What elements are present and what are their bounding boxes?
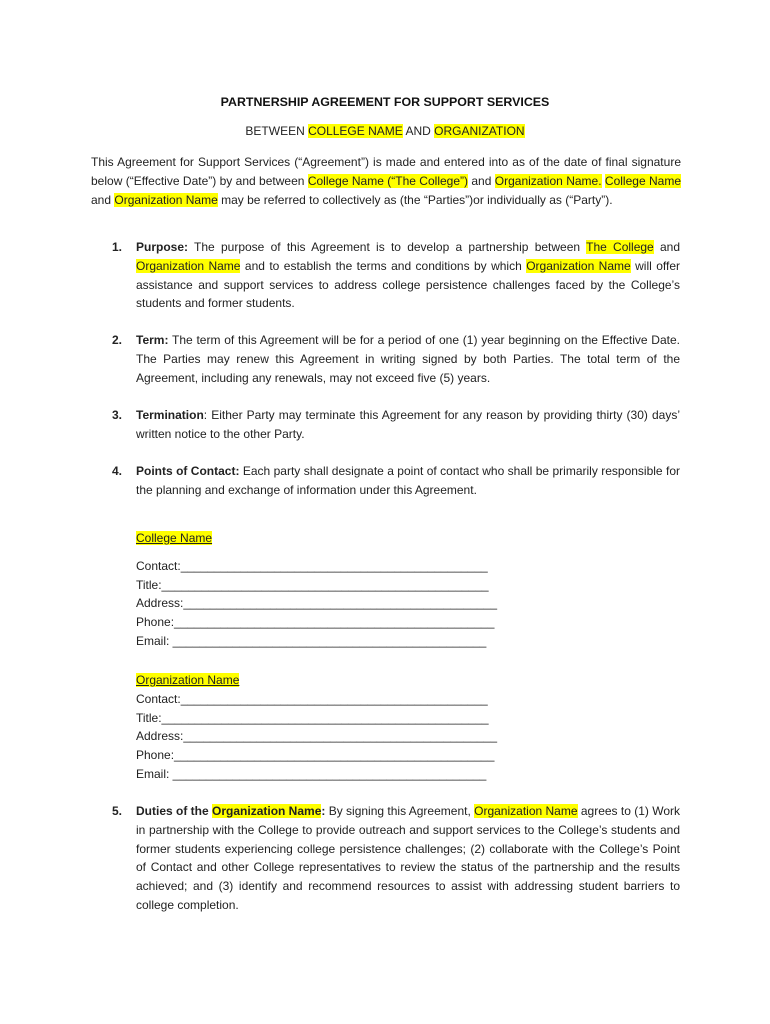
- college-placeholder: The College: [586, 240, 654, 254]
- section-label: Termination: [136, 408, 204, 422]
- section-number: 2.: [112, 333, 123, 347]
- subtitle-and: AND: [402, 124, 435, 138]
- section-label-colon: :: [321, 804, 326, 818]
- title-field[interactable]: Title:_________________________________________________: [136, 710, 489, 725]
- subtitle-prefix: BETWEEN: [245, 124, 309, 138]
- section-text: and to establish the terms and conditions by which: [240, 258, 527, 273]
- email-field[interactable]: Email: _______________________________________________: [136, 633, 487, 648]
- org-placeholder: Organization Name: [212, 804, 322, 818]
- intro-college-placeholder-2: College Name: [604, 173, 681, 188]
- section-number: 4.: [112, 464, 123, 478]
- section-duties: [112, 802, 680, 915]
- email-field[interactable]: Email: _______________________________________________: [136, 766, 487, 781]
- org-block-heading: Organization Name: [136, 673, 240, 687]
- section-number: 3.: [112, 408, 123, 422]
- section-points-of-contact: [112, 462, 680, 500]
- intro-text-4: and: [91, 192, 115, 207]
- contact-field[interactable]: Contact:______________________________________________: [136, 558, 488, 573]
- section-label: Purpose:: [136, 240, 189, 254]
- college-block-heading: College Name: [136, 531, 213, 545]
- subtitle-college-placeholder: COLLEGE NAME: [308, 124, 403, 138]
- phone-field[interactable]: Phone:________________________________________________: [136, 748, 495, 763]
- section-number: 5.: [112, 804, 123, 818]
- subtitle-org-placeholder: ORGANIZATION: [434, 124, 525, 138]
- intro-college-placeholder: College Name (“The College”): [307, 173, 468, 188]
- intro-text-2: and: [468, 173, 495, 188]
- org-placeholder: Organization Name: [136, 258, 241, 273]
- section-text: agrees to (1) Work in partnership with the College to provide outreach and support services to the College’s students and former students experiencing college persistence challenges; (2) collaborate with the College’s Point of Contact and other College representatives to review the status of the partnership and the results achieved; and (3) identify and recommend resources to assist with addressing student barriers to college completion.: [136, 804, 680, 912]
- intro-org-placeholder-2: Organization Name: [114, 192, 218, 207]
- section-label: Term:: [136, 333, 169, 347]
- section-text: Each party shall designate a point of contact who shall be primarily responsible for the planning and exchange of information under this Agreement.: [136, 464, 680, 497]
- intro-paragraph: [91, 153, 681, 209]
- address-field[interactable]: Address:_______________________________________________: [136, 729, 498, 744]
- intro-text-1: This Agreement for Support Services (“Agreement”) is made and entered into as of the date of final signature below (“Effective Date”) by and between: [91, 155, 681, 188]
- section-termination: [112, 406, 680, 444]
- college-contact-block: [136, 529, 496, 651]
- section-purpose: [112, 238, 681, 313]
- section-text: and: [653, 240, 681, 254]
- org-placeholder: Organization Name: [474, 804, 578, 818]
- phone-field[interactable]: Phone:________________________________________________: [136, 615, 495, 630]
- section-text: The term of this Agreement will be for a period of one (1) year beginning on the Effective Date. The Parties may renew this Agreement in writing signed by both Parties. The total term of the Agreement, including any renewals, may not exceed five (5) years.: [136, 333, 680, 385]
- document-subtitle: [0, 124, 770, 138]
- org-placeholder: Organization Name: [526, 258, 631, 273]
- document-title: PARTNERSHIP AGREEMENT FOR SUPPORT SERVICES: [220, 95, 550, 109]
- organization-contact-block: [136, 671, 496, 784]
- section-text: : Either Party may terminate this Agreement for any reason by providing thirty (30) days’ written notice to the other Party.: [136, 408, 680, 441]
- intro-text-5: may be referred to collectively as (the “Parties”)or individually as (“Party”).: [217, 192, 613, 207]
- section-text: The purpose of this Agreement is to develop a partnership between: [188, 240, 587, 254]
- title-field[interactable]: Title:_________________________________________________: [136, 577, 489, 592]
- section-text: By signing this Agreement,: [325, 804, 475, 818]
- contact-field[interactable]: Contact:______________________________________________: [136, 691, 488, 706]
- section-term: [112, 331, 680, 387]
- section-text: will offer assistance and support services to address college persistence challenges faced by the College’s students and former students.: [136, 258, 680, 311]
- section-number: 1.: [112, 240, 123, 254]
- section-label: Duties of the: [136, 804, 213, 818]
- address-field[interactable]: Address:_______________________________________________: [136, 596, 498, 611]
- section-label: Points of Contact:: [136, 464, 240, 478]
- intro-org-placeholder: Organization Name.: [494, 173, 602, 188]
